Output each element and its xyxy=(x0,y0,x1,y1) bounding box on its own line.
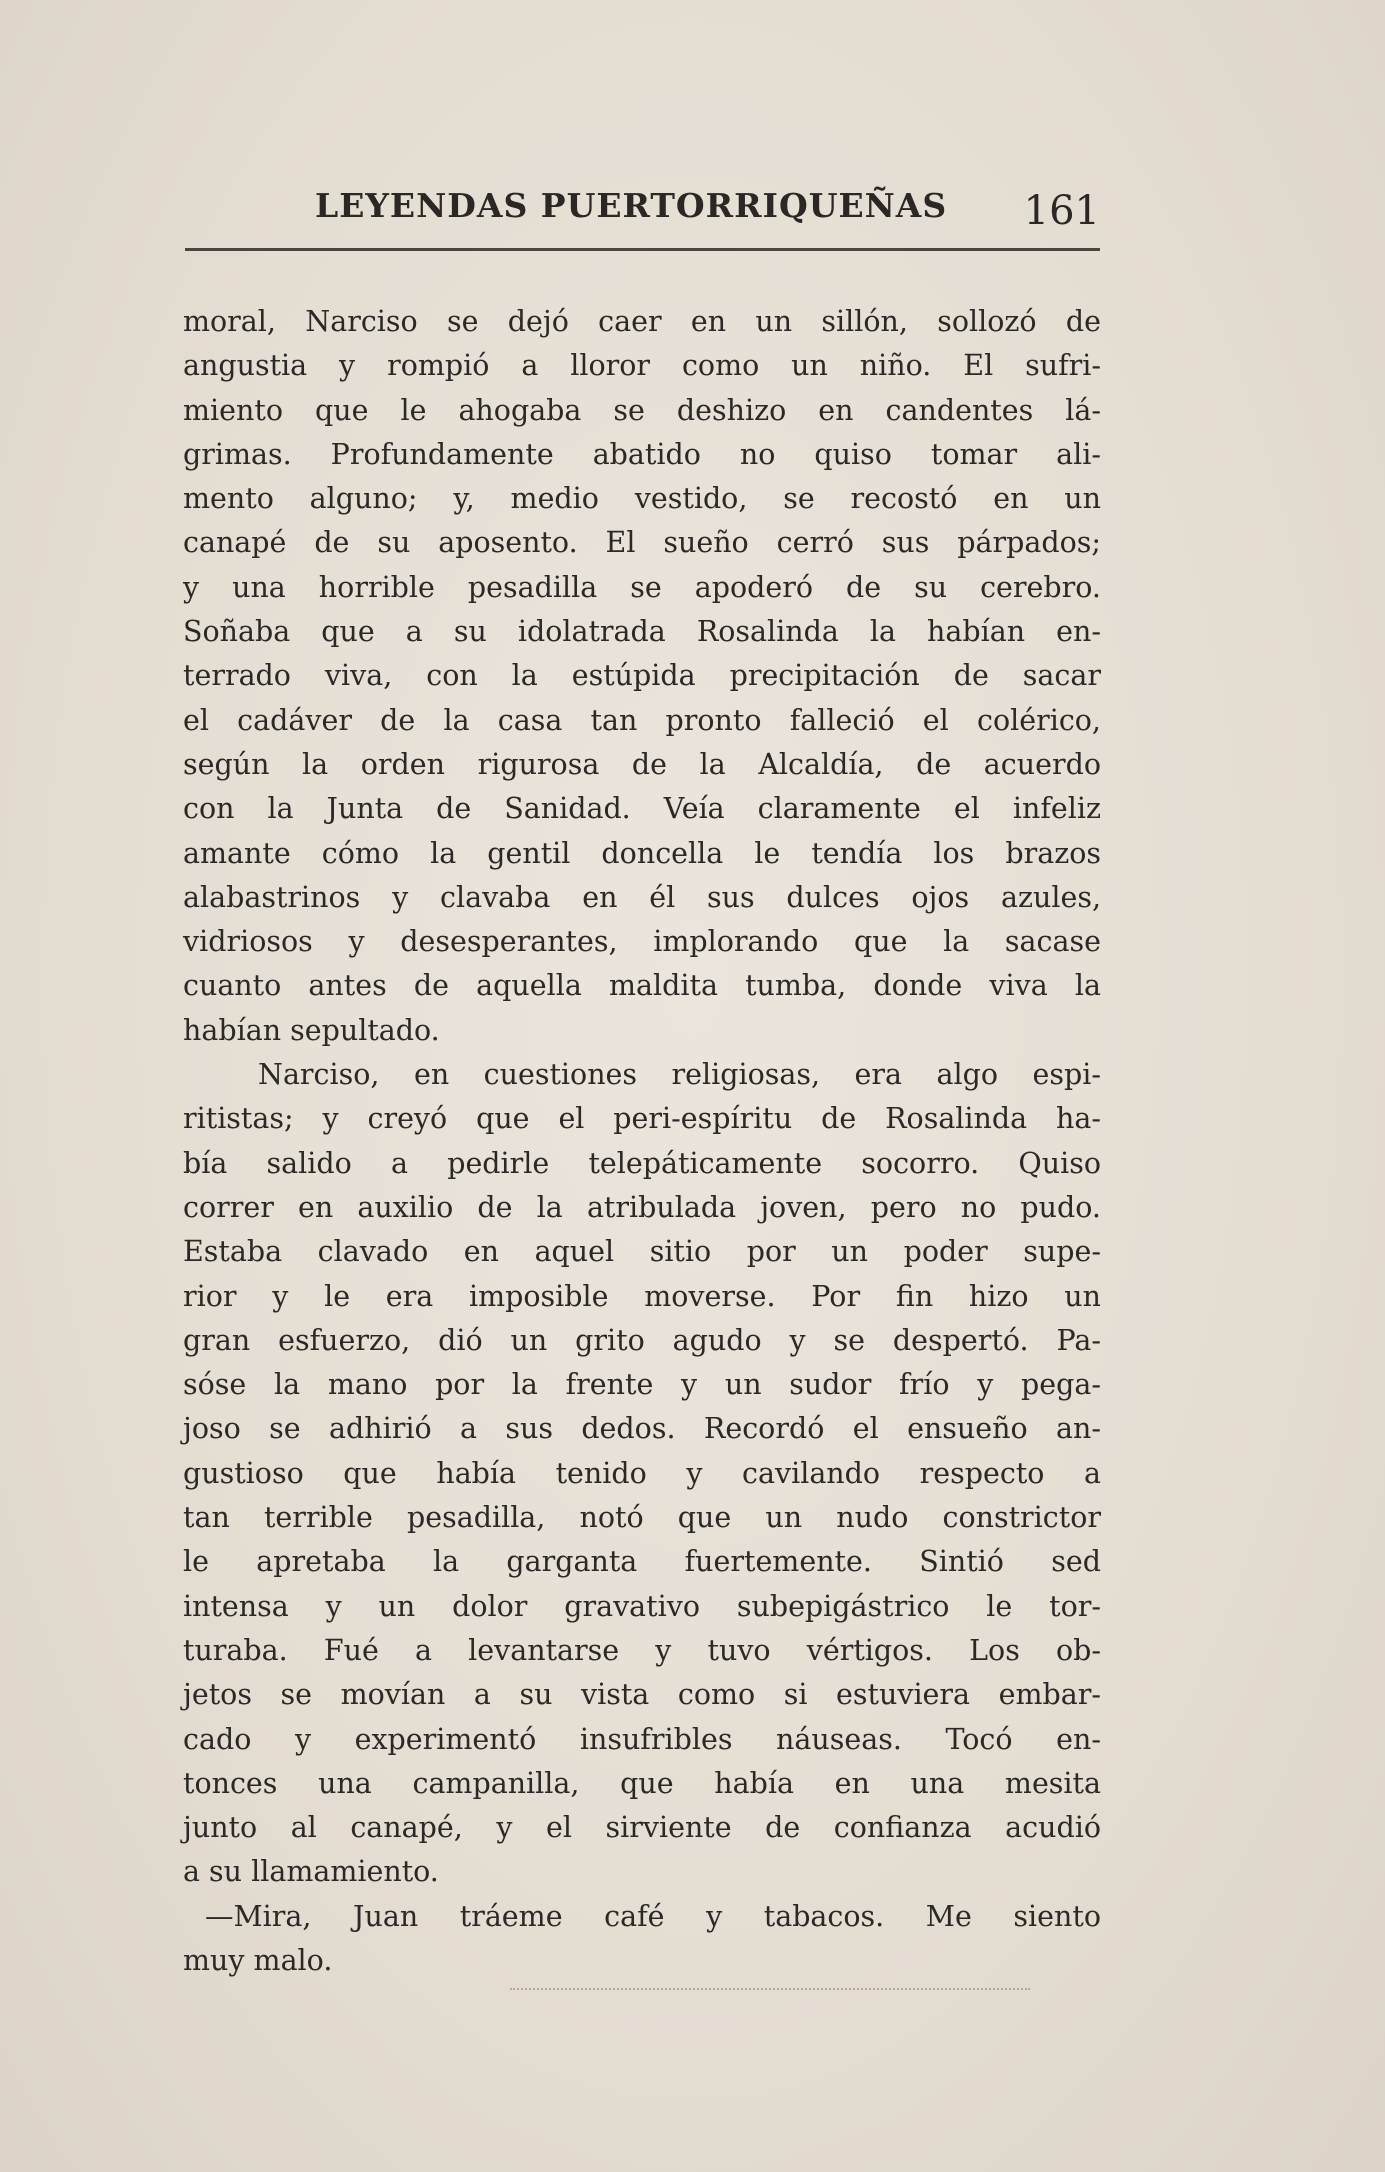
text-line: correr en auxilio de la atribulada joven, pero no pudo. xyxy=(183,1190,1101,1224)
page-number: 161 xyxy=(1023,188,1100,234)
dialogue-line: —Mira, Juan tráeme café y tabacos. Me siento xyxy=(205,1899,1101,1933)
text-line: le apretaba la garganta fuertemente. Sintió sed xyxy=(183,1545,1101,1579)
text-line: Estaba clavado en aquel sitio por un poder supe- xyxy=(183,1235,1101,1269)
text-line: alabastrinos y clavaba en él sus dulces ojos azules, xyxy=(183,880,1101,914)
page-header xyxy=(185,178,1100,258)
text-line: joso se adhirió a sus dedos. Recordó el ensueño an- xyxy=(183,1412,1101,1446)
text-line: tonces una campanilla, que había en una mesita xyxy=(183,1766,1101,1800)
text-line: canapé de su aposento. El sueño cerró sus párpados; xyxy=(183,526,1101,560)
header-rule xyxy=(185,248,1100,251)
text-line: rior y le era imposible moverse. Por fin hizo un xyxy=(183,1279,1101,1313)
text-line: grimas. Profundamente abatido no quiso tomar ali- xyxy=(183,437,1101,471)
text-line: turaba. Fué a levantarse y tuvo vértigos. Los ob- xyxy=(183,1633,1101,1667)
text-line: sóse la mano por la frente y un sudor frío y pega- xyxy=(183,1368,1101,1402)
text-line: vidriosos y desesperantes, implorando que la sacase xyxy=(183,925,1101,959)
text-line: y una horrible pesadilla se apoderó de su cerebro. xyxy=(183,570,1101,604)
text-line: con la Junta de Sanidad. Veía claramente el infeliz xyxy=(183,792,1101,826)
text-line: gustioso que había tenido y cavilando respecto a xyxy=(183,1456,1101,1490)
text-line: jetos se movían a su vista como si estuviera embar- xyxy=(183,1678,1101,1712)
text-line: mento alguno; y, medio vestido, se recostó en un xyxy=(183,482,1101,516)
body-text xyxy=(183,300,1101,1983)
text-line: angustia y rompió a lloror como un niño. El sufri- xyxy=(183,349,1101,383)
print-specks xyxy=(510,1988,1030,1996)
text-line: intensa y un dolor gravativo subepigástrico le tor- xyxy=(183,1589,1101,1623)
text-line: cado y experimentó insufribles náuseas. Tocó en- xyxy=(183,1722,1101,1756)
text-line: muy malo. xyxy=(183,1943,333,1977)
text-line: a su llamamiento. xyxy=(183,1855,439,1889)
paragraph-start-line: Narciso, en cuestiones religiosas, era algo espi- xyxy=(258,1058,1101,1092)
text-line: ritistas; y creyó que el peri-espíritu de Rosalinda ha- xyxy=(183,1102,1101,1136)
text-line: gran esfuerzo, dió un grito agudo y se despertó. Pa- xyxy=(183,1323,1101,1357)
text-line: terrado viva, con la estúpida precipitación de sacar xyxy=(183,659,1101,693)
text-line: miento que le ahogaba se deshizo en candentes lá- xyxy=(183,393,1101,427)
text-line: junto al canapé, y el sirviente de confianza acudió xyxy=(183,1811,1101,1845)
text-line: amante cómo la gentil doncella le tendía los brazos xyxy=(183,836,1101,870)
text-line: bía salido a pedirle telepáticamente socorro. Quiso xyxy=(183,1146,1101,1180)
text-line: cuanto antes de aquella maldita tumba, donde viva la xyxy=(183,969,1101,1003)
text-line: el cadáver de la casa tan pronto falleció el colérico, xyxy=(183,703,1101,737)
text-line: habían sepultado. xyxy=(183,1013,440,1047)
text-line: tan terrible pesadilla, notó que un nudo constrictor xyxy=(183,1501,1101,1535)
text-line: según la orden rigurosa de la Alcaldía, de acuerdo xyxy=(183,747,1101,781)
text-line: Soñaba que a su idolatrada Rosalinda la habían en- xyxy=(183,615,1101,649)
running-title: LEYENDAS PUERTORRIQUEÑAS xyxy=(315,186,948,225)
text-line: moral, Narciso se dejó caer en un sillón, sollozó de xyxy=(183,305,1101,338)
